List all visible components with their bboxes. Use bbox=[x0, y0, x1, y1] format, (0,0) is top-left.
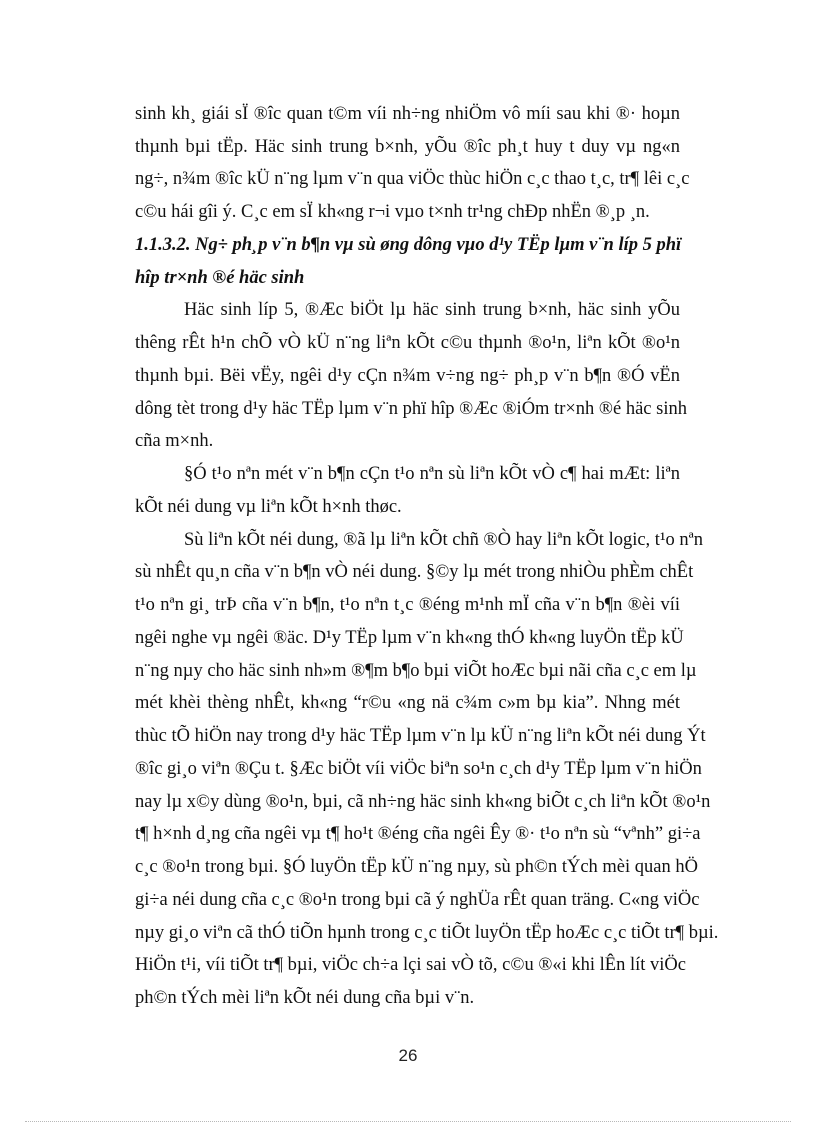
text-line: nay lµ x©y dùng ®o¹n, bµi, cã nh÷ng häc sinh kh«ng biÕt c¸ch liªn kÕt ®o¹n bbox=[135, 791, 711, 812]
text-line: c©u hái gîi ý. C¸c em sÏ kh«ng r¬i vµo t×nh tr¹ng chÐp nhËn ®¸p ¸n. bbox=[135, 202, 650, 223]
text-line: t¹o nªn gi¸ trÞ cña v¨n b¶n, t¹o nªn t¸c ®éng m¹nh mÏ cña v¨n b¶n ®èi víi bbox=[135, 595, 680, 616]
section-heading: hîp tr×nh ®é häc sinh bbox=[135, 267, 305, 288]
text-line: §Ó t¹o nªn mét v¨n b¶n cÇn t¹o nªn sù liªn kÕt vÒ c¶ hai mÆt: liªn bbox=[184, 464, 680, 485]
text-line: kÕt néi dung vµ liªn kÕt h×nh thøc. bbox=[135, 496, 402, 517]
page-bottom-divider bbox=[25, 1121, 791, 1122]
text-line: dông tèt trong d¹y häc TËp lµm v¨n phï hîp ®Æc ®iÓm tr×nh ®é häc sinh bbox=[135, 398, 687, 419]
text-line: mét khèi thèng nhÊt, kh«ng “r©u «ng nä c¾m c»m bµ kia”. Nhng mét bbox=[135, 693, 680, 714]
text-line: sinh kh¸ giái sÏ ®îc quan t©m víi nh÷ng nhiÖm vô míi sau khi ®· hoµn bbox=[135, 104, 680, 124]
text-line: HiÖn t¹i, víi tiÕt tr¶ bµi, viÖc ch÷a lçi sai vÒ tõ, c©u ®«i khi lÊn lít viÖc bbox=[135, 955, 686, 976]
text-line: thµnh bµi tËp. Häc sinh trung b×nh, yÕu ®îc ph¸t huy t duy vµ ng«n bbox=[135, 136, 680, 157]
text-line: t¶ h×nh d¸ng cña ngêi vµ t¶ ho¹t ®éng cña ngêi Êy ®· t¹o nªn sù “vªnh” gi÷a bbox=[135, 824, 701, 845]
text-line: n¨ng nµy cho häc sinh nh»m ®¶m b¶o bµi viÕt hoÆc bµi nãi cña c¸c em lµ bbox=[135, 660, 697, 681]
text-line: nµy gi¸o viªn cã thÓ tiÕn hµnh trong c¸c tiÕt luyÖn tËp hoÆc c¸c tiÕt tr¶ bµi. bbox=[135, 922, 719, 943]
text-line: cña m×nh. bbox=[135, 431, 214, 452]
text-line: Sù liªn kÕt néi dung, ®ã lµ liªn kÕt chñ ®Ò hay liªn kÕt logic, t¹o nªn bbox=[184, 529, 703, 550]
text-line: ph©n tÝch mèi liªn kÕt néi dung cña bµi v¨n. bbox=[135, 988, 475, 1008]
text-line: gi÷a néi dung cña c¸c ®o¹n trong bµi cã ý nghÜa rÊt quan träng. C«ng viÖc bbox=[135, 889, 700, 910]
page-number: 26 bbox=[398, 1046, 418, 1065]
section-heading: 1.1.3.2. Ng÷ ph¸p v¨n b¶n vµ sù øng dông vµo d¹y TËp lµm v¨n líp 5 phï bbox=[135, 234, 682, 255]
text-line: ng÷, n¾m ®îc kÜ n¨ng lµm v¨n qua viÖc thùc hiÖn c¸c thao t¸c, tr¶ lêi c¸c bbox=[135, 169, 690, 190]
text-line: thêng rÊt h¹n chÕ vÒ kÜ n¨ng liªn kÕt c©u thµnh ®o¹n, liªn kÕt ®o¹n bbox=[135, 333, 680, 354]
text-line: Häc sinh líp 5, ®Æc biÖt lµ häc sinh trung b×nh, häc sinh yÕu bbox=[184, 300, 680, 321]
text-line: thùc tÕ hiÖn nay trong d¹y häc TËp lµm v¨n lµ kÜ n¨ng liªn kÕt néi dung Ýt bbox=[135, 726, 706, 747]
text-line: c¸c ®o¹n trong bµi. §Ó luyÖn tËp kÜ n¨ng nµy, sù ph©n tÝch mèi quan hÖ bbox=[135, 857, 698, 878]
text-line: sù nhÊt qu¸n cña v¨n b¶n vÒ néi dung. §©y lµ mét trong nhiÒu phÈm chÊt bbox=[135, 562, 694, 583]
text-line: thµnh bµi. Bëi vËy, ngêi d¹y cÇn n¾m v÷ng ng÷ ph¸p v¨n b¶n ®Ó vËn bbox=[135, 365, 680, 386]
text-line: ®îc gi¸o viªn ®Çu t. §Æc biÖt víi viÖc biªn so¹n c¸ch d¹y TËp lµm v¨n hiÖn bbox=[135, 758, 702, 779]
text-line: ngêi nghe vµ ngêi ®äc. D¹y TËp lµm v¨n kh«ng thÓ kh«ng luyÖn tËp kÜ bbox=[135, 627, 684, 648]
